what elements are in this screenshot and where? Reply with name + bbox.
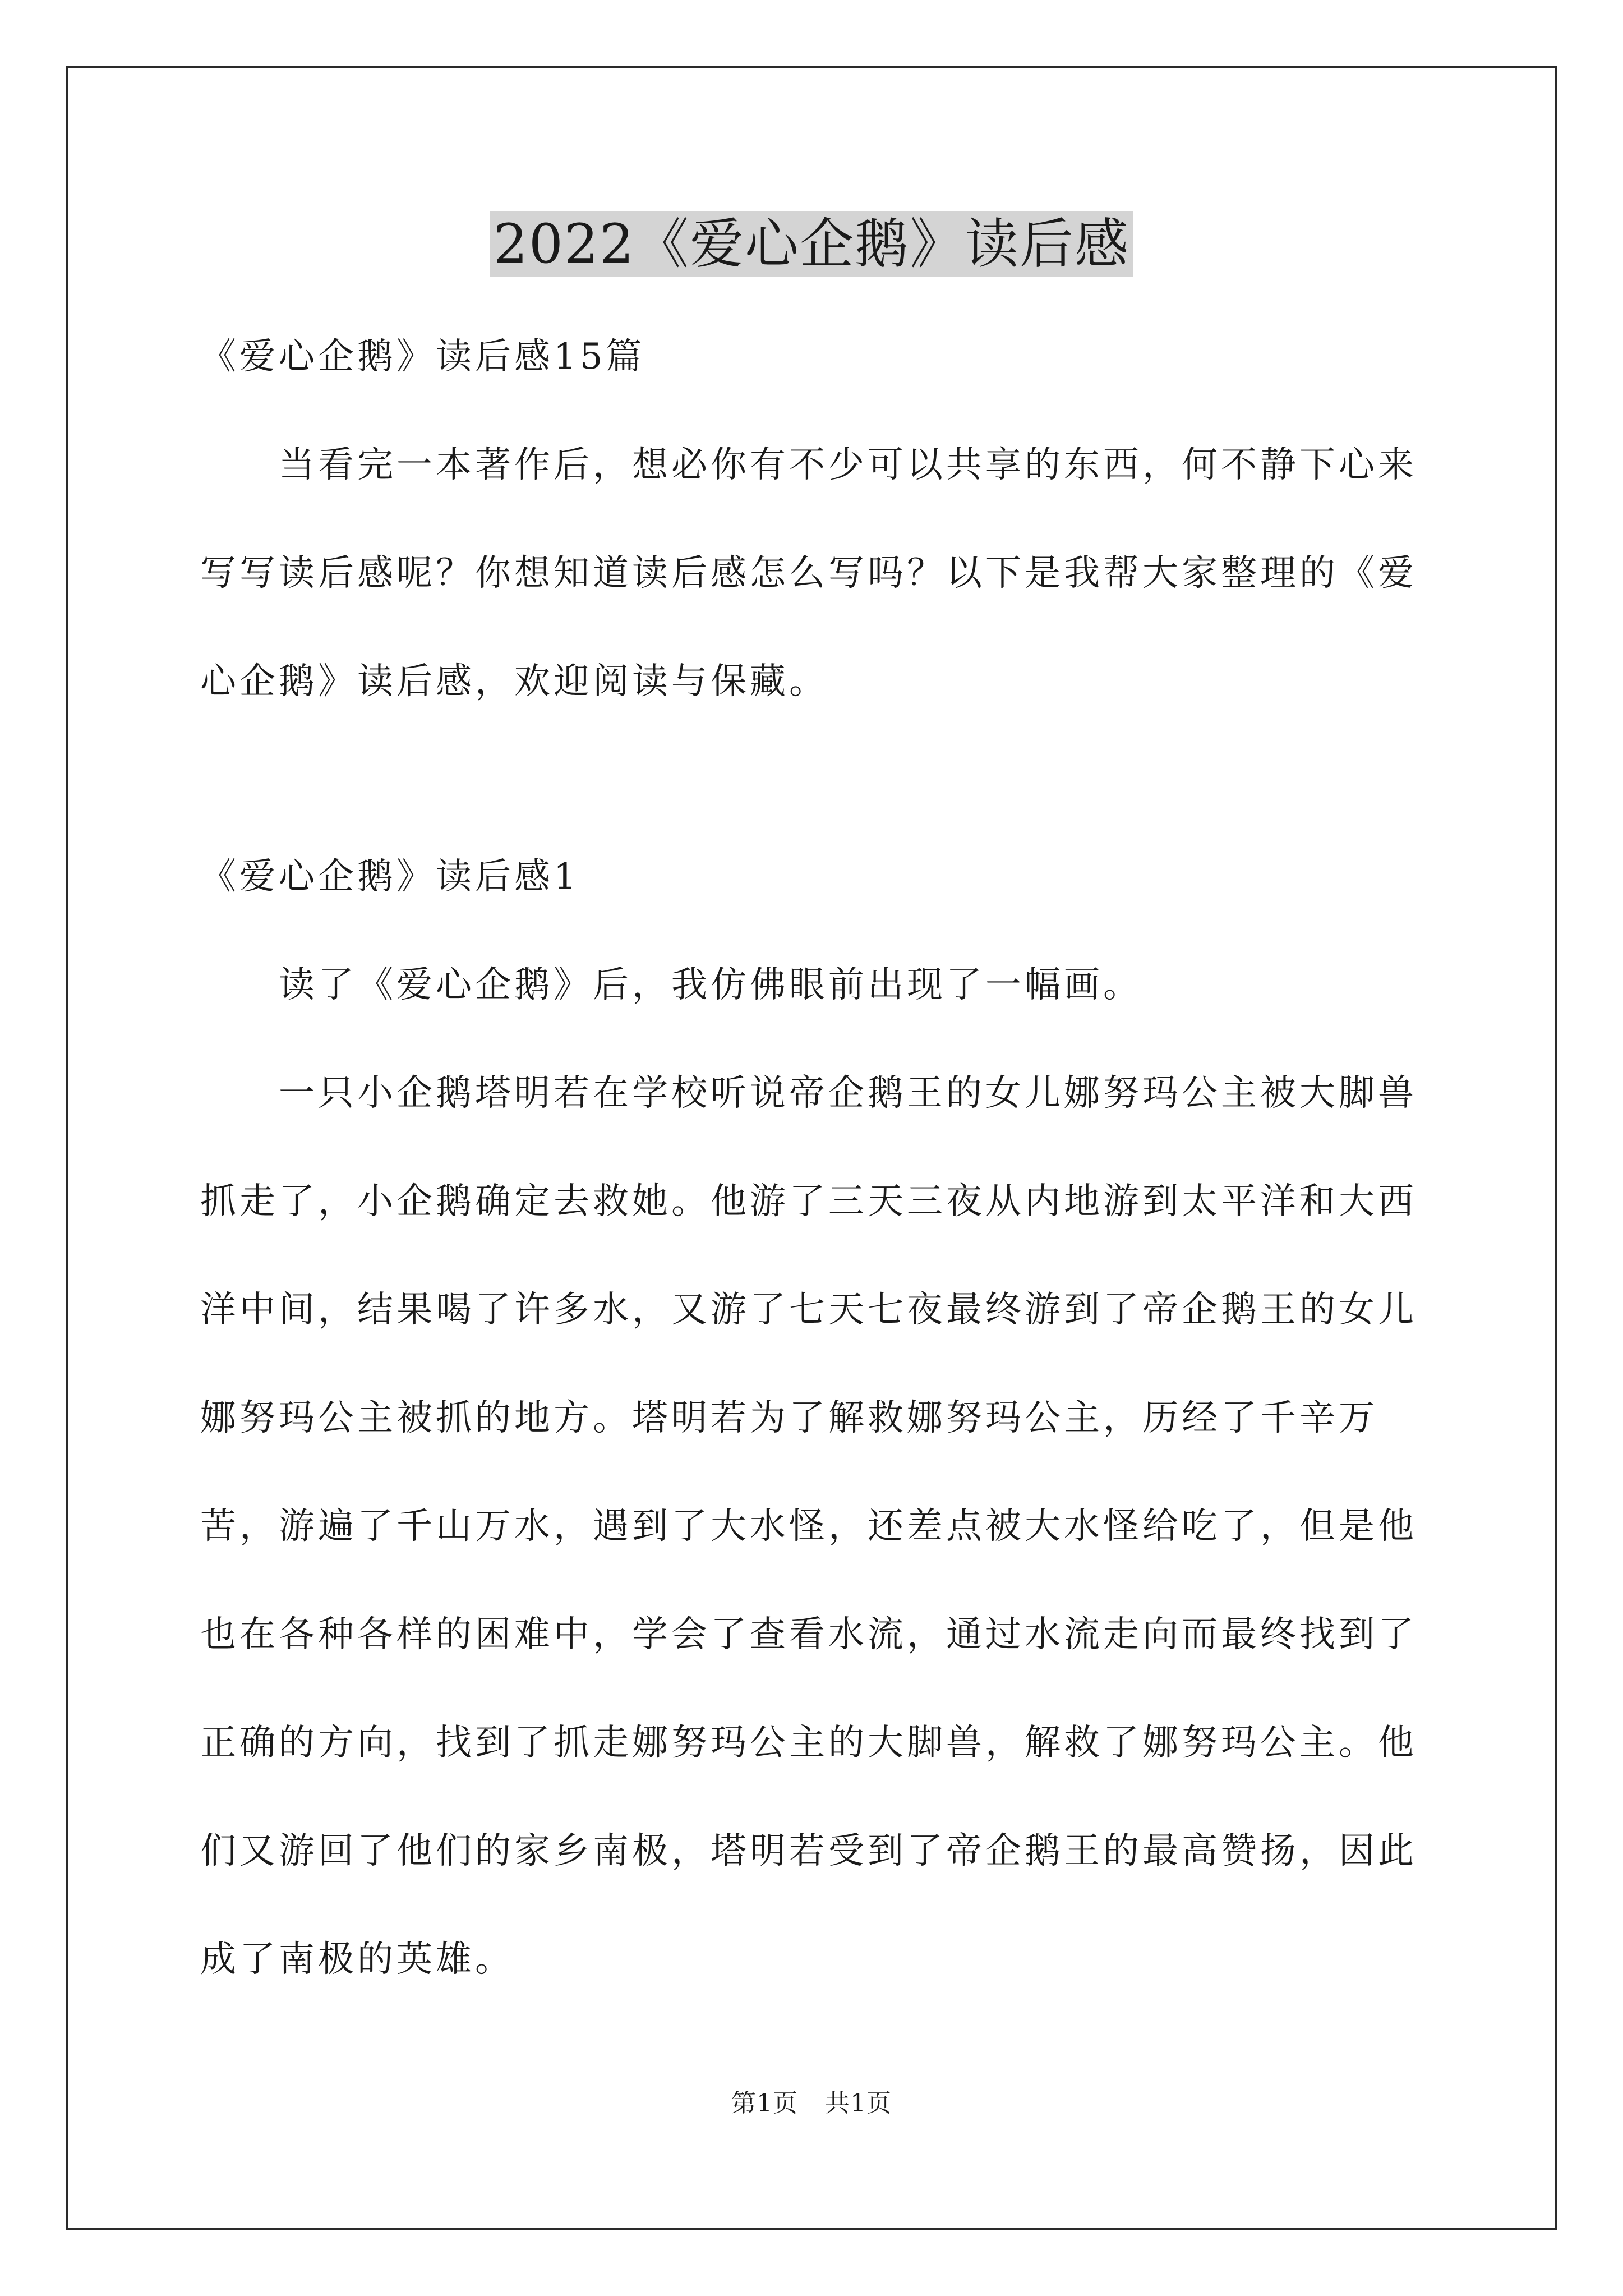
section-heading: 《爱心企鹅》读后感1 — [200, 856, 580, 898]
page-footer — [0, 2087, 1623, 2120]
document-body — [200, 303, 1432, 2014]
page-number: 第1页 — [731, 2089, 798, 2118]
intro-paragraph: 当看完一本著作后，想必你有不少可以共享的东西，何不静下心来写写读后感呢？你想知道读后感怎么写吗？以下是我帮大家整理的《爱心企鹅》读后感，欢迎阅读与保藏。 — [200, 444, 1417, 702]
page-total: 共1页 — [825, 2089, 892, 2118]
document-subtitle: 《爱心企鹅》读后感15篇 — [200, 336, 645, 378]
body-paragraph-1: 读了《爱心企鹅》后，我仿佛眼前出现了一幅画。 — [279, 964, 1142, 1006]
body-paragraph-2: 一只小企鹅塔明若在学校听说帝企鹅王的女儿娜努玛公主被大脚兽抓走了，小企鹅确定去救她。他游了三天三夜从内地游到太平洋和大西洋中间，结果喝了许多水，又游了七天七夜最终游到了帝企鹅王的女儿娜努玛公主被抓的地方。塔明若为了解救娜努玛公主，历经了千辛万苦，游遍了千山万水，遇到了大水怪，还差点被大水怪给吃了，但是他也在各种各样的困难中，学会了查看水流，通过水流走向而最终找到了正确的方向，找到了抓走娜努玛公主的大脚兽，解救了娜努玛公主。他们又游回了他们的家乡南极，塔明若受到了帝企鹅王的最高赞扬，因此成了南极的英雄。 — [200, 1073, 1417, 1980]
section-spacer — [200, 736, 1432, 823]
document-title-text: 2022《爱心企鹅》读后感 — [490, 211, 1133, 277]
document-title — [0, 208, 1623, 280]
